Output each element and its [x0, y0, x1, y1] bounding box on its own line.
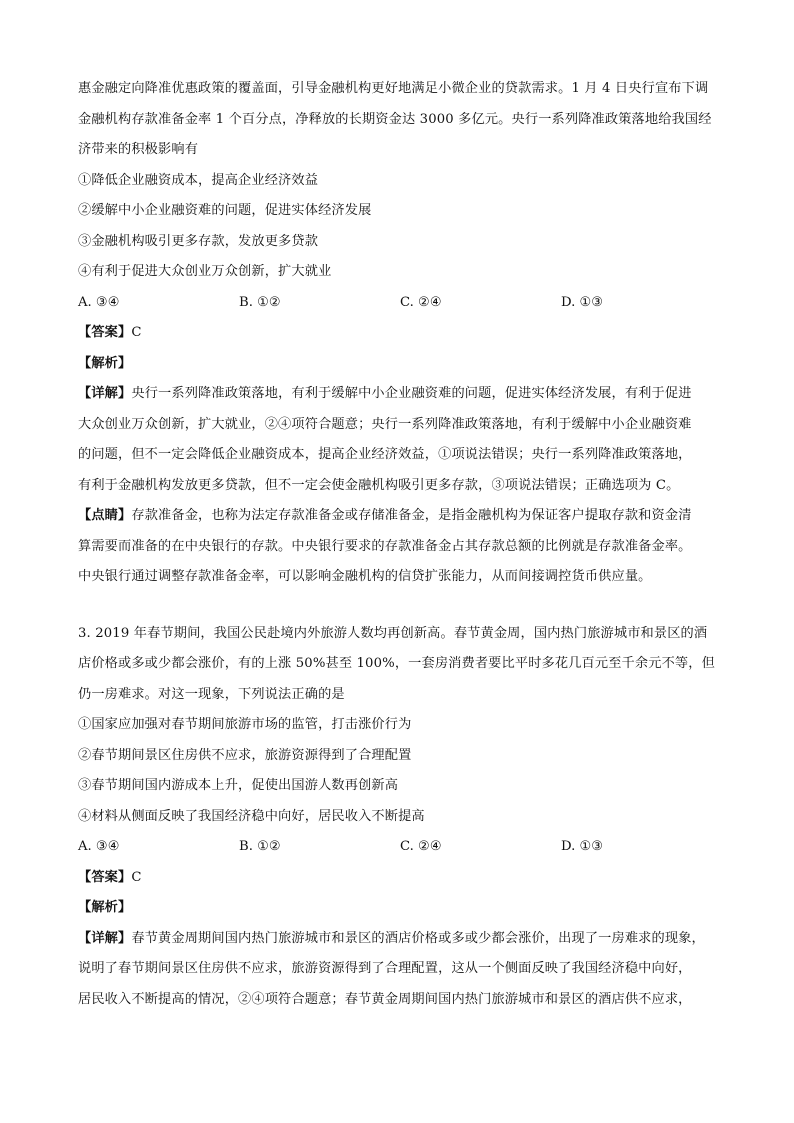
q2-statement-1: ①降低企业融资成本，提高企业经济效益: [78, 172, 319, 188]
q3-option-b: B. ①②: [239, 839, 281, 854]
q2-stem-line: 惠金融定向降准优惠政策的覆盖面，引导金融机构更好地满足小微企业的贷款需求。1 月 4 日央行宣布下调: [78, 81, 709, 96]
q3-option-d: D. ①③: [561, 839, 604, 854]
analysis-tag: 【解析】: [78, 900, 132, 915]
q2-detail-line: 的问题，但不一定会降低企业融资成本，提高企业经济效益，①项说法错误；央行一系列降准政策落地，: [78, 447, 692, 462]
q3-option-c: C. ②④: [400, 839, 442, 854]
note-text: 存款准备金，也称为法定存款准备金或存储准备金，是指金融机构为保证客户提取存款和资金清: [131, 508, 692, 523]
q3-detail-line: 居民收入不断提高的情况，②④项符合题意；春节黄金周期间国内热门旅游城市和景区的酒店供不应求，: [78, 991, 692, 1007]
answer-tag: 【答案】: [78, 325, 132, 340]
q3-statement-3: ③春节期间国内游成本上升，促使出国游人数再创新高: [78, 778, 399, 793]
q3-stem-line: 仍一房难求。对这一现象，下列说法正确的是: [78, 686, 345, 702]
detail-tag: 【详解】: [78, 386, 132, 401]
q3-analysis-heading: [78, 893, 726, 924]
q3-stem-line: 店价格或多或少都会涨价，有的上涨 50%甚至 100%，一套房消费者要比平时多花几百元至千余元不等，但: [78, 656, 715, 671]
answer-tag: 【答案】: [78, 869, 132, 885]
q2-statement-3: ③金融机构吸引更多存款，发放更多贷款: [78, 233, 319, 249]
q2-analysis-heading: [78, 349, 726, 380]
q2-option-d: D. ①③: [561, 294, 604, 310]
q2-statement-2: ②缓解中小企业融资难的问题，促进实体经济发展: [78, 203, 372, 218]
detail-text: 春节黄金周期间国内热门旅游城市和景区的酒店价格或多或少都会涨价，出现了一房难求的现象，: [131, 930, 705, 946]
q3-statement-1: ①国家应加强对春节期间旅游市场的监管，打击涨价行为: [78, 717, 412, 732]
answer-value: C: [131, 869, 142, 885]
q3-option-a: A. ③④: [78, 839, 120, 854]
q2-detail-line: 有利于金融机构发放更多贷款，但不一定会使金融机构吸引更多存款，③项说法错误；正确选项为 C。: [78, 477, 680, 493]
q2-detail-line: [78, 379, 726, 410]
q2-note-line: 算需要而准备的在中央银行的存款。中央银行要求的存款准备金占其存款总额的比例就是存款准备金率。: [78, 538, 692, 554]
note-tag: 【点睛】: [78, 508, 132, 523]
q2-note-line: 中央银行通过调整存款准备金率，可以影响金融机构的信贷扩张能力，从而间接调控货币供应量。: [78, 569, 652, 584]
section-gap: [78, 593, 726, 619]
analysis-tag: 【解析】: [78, 355, 132, 371]
q2-detail-line: 大众创业万众创新，扩大就业，②④项符合题意；央行一系列降准政策落地，有利于缓解中小企业融资难: [78, 416, 692, 432]
q3-options: [78, 832, 726, 863]
q3-statements: [78, 710, 726, 832]
q2-option-c: C. ②④: [400, 294, 442, 310]
q2-option-b: B. ①②: [239, 294, 281, 310]
q2-stem: [78, 74, 726, 166]
q3-detail: [78, 924, 726, 1016]
detail-text: 央行一系列降准政策落地，有利于缓解中小企业融资难的问题，促进实体经济发展，有利于促进: [131, 386, 692, 401]
q3-statement-4: ④材料从侧面反映了我国经济稳中向好，居民收入不断提高: [78, 808, 425, 824]
q2-stem-line: 济带来的积极影响有: [78, 142, 199, 157]
q2-detail: [78, 379, 726, 501]
q3-detail-line: [78, 924, 726, 955]
q2-answer: [78, 318, 726, 349]
q2-stem-line: 金融机构存款准备金率 1 个百分点，净释放的长期资金达 3000 多亿元。央行一系列降准政策落地给我国经: [78, 111, 712, 127]
q2-option-a: A. ③④: [78, 294, 120, 310]
q3-statement-2: ②春节期间景区住房供不应求，旅游资源得到了合理配置: [78, 747, 412, 763]
q2-statement-4: ④有利于促进大众创业万众创新，扩大就业: [78, 264, 332, 279]
q3-stem: [78, 619, 726, 711]
q2-statements: [78, 166, 726, 288]
detail-tag: 【详解】: [78, 930, 132, 946]
answer-value: C: [131, 325, 142, 340]
q2-note-line: [78, 501, 726, 532]
q2-note: [78, 501, 726, 593]
q3-detail-line: 说明了春节期间景区住房供不应求，旅游资源得到了合理配置，这从一个侧面反映了我国经济稳中向好，: [78, 961, 692, 976]
document-page: [78, 74, 726, 1015]
q2-options: [78, 288, 726, 319]
q3-answer: [78, 863, 726, 894]
q3-stem-line: 3. 2019 年春节期间，我国公民赴境内外旅游人数均再创新高。春节黄金周，国内热门旅游城市和景区的酒: [78, 625, 708, 641]
